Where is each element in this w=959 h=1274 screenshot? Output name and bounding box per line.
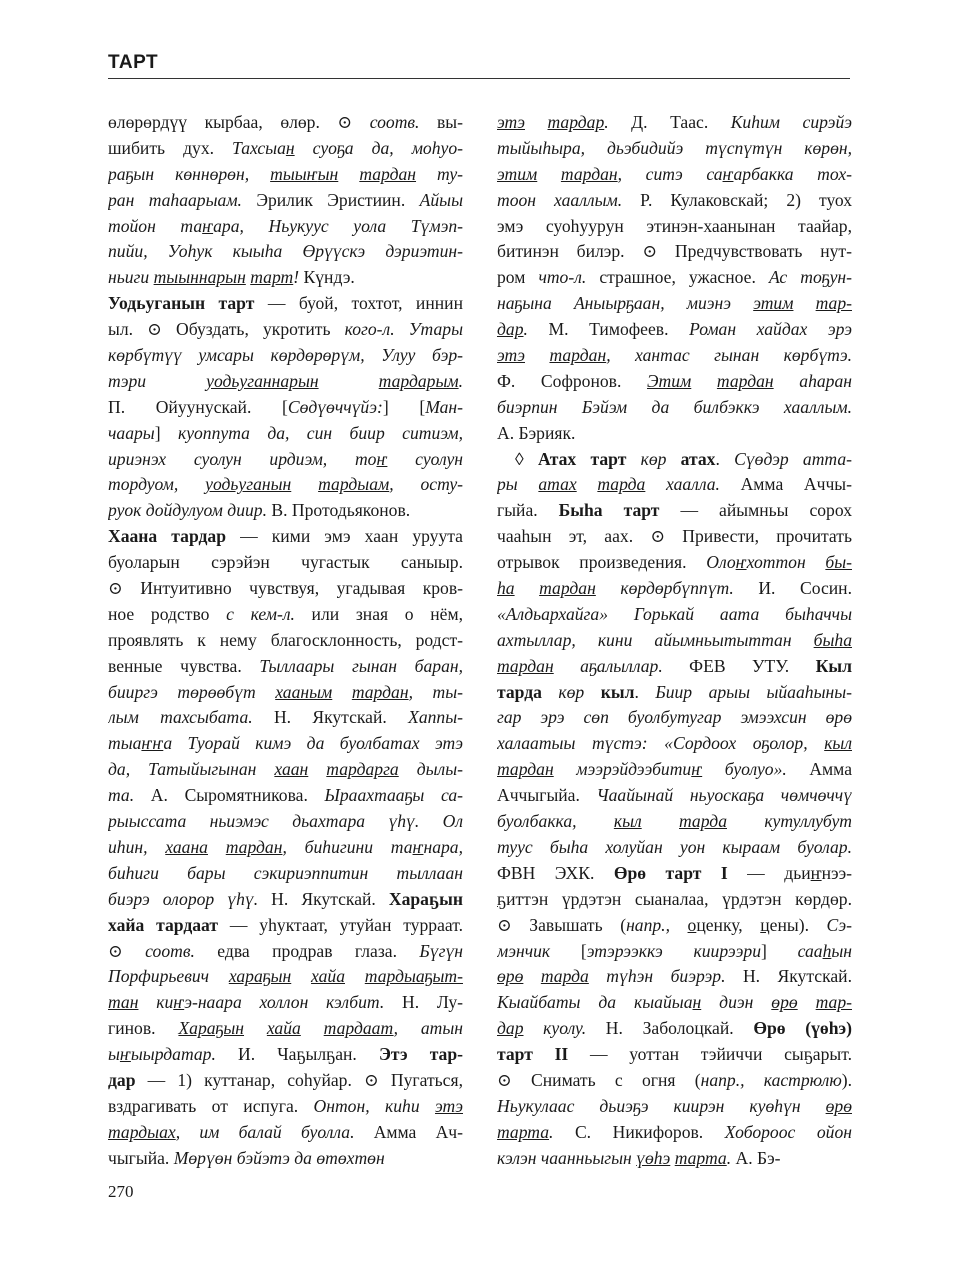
text-line: ФВН ЭХК. Өрө тарт I — дьиҥнээ-: [497, 862, 852, 883]
text-line: П. Ойуунускай. [Сөдүөччүйэ:] [Ман-: [108, 396, 463, 417]
text-line: ыл. ⊙ Обуздать, укротить кого-л. Утары: [108, 319, 463, 340]
text-line: ыҥыырдатар. И. Чаҕылҕан. Этэ тар-: [108, 1044, 463, 1065]
text-line: тойон таҥара, Ньукуус уола Түмэп-: [108, 215, 463, 236]
text-line: ное родство с кем-л. или зная о нём,: [108, 603, 463, 624]
text-line: биэрпин Бэйэм да билбэккэ хааллым.: [497, 396, 852, 417]
text-line: проявлять к нему благосклонность, родст-: [108, 629, 463, 650]
text-line: ром что-л. страшное, ужасное. Ас тоҕун-: [497, 267, 852, 288]
text-line: дар куолу. Н. Заболоцкай. Өрө (үөһэ): [497, 1018, 852, 1039]
text-line: тан киҥэ-наара холлон кэлбит. Н. Лу-: [108, 992, 463, 1013]
text-line: чааһын эт, аах. ⊙ Привести, прочитать: [497, 526, 852, 547]
text-line: венные чувства. Тыллаары гынан баран,: [108, 655, 463, 676]
text-line: ахтыллар, кини айымньытыттан быһа: [497, 629, 852, 650]
text-line: ⊙ Интуитивно чувствуя, угадывая кров-: [108, 578, 463, 599]
text-line: ры атах тарда хаалла. Амма Аччы-: [497, 474, 852, 495]
text-line: чыгыйа. Мөрүөн бэйэтэ да өтөхтөн: [108, 1147, 385, 1168]
text-line: өрө тарда түһэн биэрэр. Н. Якутскай.: [497, 966, 852, 987]
text-line: хайа тардаат — уһуктаат, утуйан турраат.: [108, 914, 463, 935]
header-title: ТАРТ: [108, 52, 159, 73]
text-line: эмэ суоһуурун этинэн-хаанынан таайар,: [497, 215, 852, 236]
text-line: этэ тардар. Д. Таас. Киһим сирэйэ: [497, 112, 852, 132]
text-line: туус быһа холуйан уон кыраам буолар.: [497, 836, 852, 857]
running-header: [108, 52, 850, 79]
text-line: ҕиттэн үрдэтэн сыаналаа, үрдэтэн көрдөр.: [497, 888, 852, 909]
text-line: тарта. С. Никифоров. Хобороос ойон: [497, 1121, 852, 1142]
text-line: ⊙ соотв. едва продрав глаза. Бүгүн: [108, 940, 463, 961]
text-line: тоон хааллым. Ρ. Кулаковскай; 2) туох: [497, 189, 852, 210]
text-line: ран таһаарыам. Эрилик Эристиин. Айыы: [108, 189, 463, 210]
text-line: ⊙ Снимать с огня (напр., кастрюлю).: [497, 1069, 852, 1090]
text-line: тыаҥҥа Туорай кимэ да буолбатах этэ: [108, 733, 463, 754]
text-line: Уодьуганын тарт — буой, тохтот, иннин: [108, 293, 463, 314]
text-line: да, Татыйыгынан хаан тардарга дылы-: [108, 759, 463, 780]
text-line: биэрэ олорор үһү. Н. Якутскай. Хараҕын: [108, 888, 463, 909]
text-line: буолбакка, кыл тарда кутуллубут: [497, 811, 852, 832]
text-line: мэнчик [этэрээккэ киирээри] сааһын: [497, 940, 852, 961]
text-line: кэлэн чаанньыгын үөһэ тарта. А. Бэ-: [497, 1147, 781, 1168]
text-line: буоларын сэрэйэн чугастык саныыр.: [108, 552, 463, 573]
text-line: дар. М. Тимофеев. Роман хайдах эрэ: [497, 319, 852, 340]
text-line: Аччыгыйа. Чаайынай ньуоскаҕа чөмчөччү: [497, 785, 852, 806]
text-line: ньиги тыыннарын тарт! Күндэ.: [108, 267, 355, 288]
text-line: бииргэ төрөөбүт хааным тардан, ты-: [108, 681, 463, 702]
text-line: «Алдьархайга» Горькай аата быһаччы: [497, 603, 852, 624]
text-line: пийи, Уоһук кыыһа Өрүүскэ дэриэтин-: [108, 241, 463, 262]
text-line: тарт II — уоттан тэйиччи сыҕарыт.: [497, 1044, 852, 1065]
text-line: биһиги бары сэкириэппитин тыллаан: [108, 862, 463, 883]
text-line: өлөрөрдүү кырбаа, өлөр. ⊙ соотв. вы-: [108, 112, 463, 132]
text-line: тардыах, им балай буолла. Амма Ач-: [108, 1121, 463, 1142]
text-line: раҕын көннөрөн, тыыҥын тардан ту-: [108, 163, 463, 184]
text-line: Ф. Софронов. Этим тардан аһаран: [497, 370, 852, 391]
text-line: руок дойдулуом диир. В. Протодьяконов.: [108, 500, 411, 521]
text-line: гар эрэ сөп буолбутугар эмээхсин өрө: [497, 707, 852, 728]
text-line: ◊ Атах тарт көр атах. Сүөдэр атта-: [515, 448, 852, 469]
text-line: Хаана тардар — кими эмэ хаан уруута: [108, 526, 463, 547]
text-line: тардан мээрэйдээбитиҥ буолуо». Амма: [497, 759, 852, 780]
text-line: дар — 1) куттанар, соһуйар. ⊙ Пугаться,: [108, 1069, 463, 1090]
text-line: лым тахсыбата. Н. Якутскай. Хаппы-: [108, 707, 463, 728]
text-line: Кыайбаты да кыайыан диэн өрө тар-: [497, 992, 852, 1013]
text-line: гыйа. Быһа тарт — айымньы сорох: [497, 500, 852, 521]
text-line: битинэн билэр. ⊙ Предчувствовать нут-: [497, 241, 852, 262]
text-line: тыйыһыра, дьэбидийэ түспүтүн көрөн,: [497, 137, 852, 158]
text-line: А. Бэрияк.: [497, 422, 576, 443]
text-line: тордуом, уодьуганын тардыам, осту-: [108, 474, 463, 495]
text-line: һа тардан көрдөрбүппүт. И. Сосин.: [497, 578, 852, 599]
text-line: тардан аҕалыллар. ФЕВ УТУ. Кыл: [497, 655, 852, 676]
text-line: чаары] куоппута да, син биир ситиэм,: [108, 422, 463, 443]
text-line: иһин, хаана тардан, биһигини таҥнара,: [108, 836, 463, 857]
text-line: наҕына Аныырҕаан, миэнэ этим тар-: [497, 293, 852, 314]
text-line: тарда көр кыл. Биир арыы ыйааһыны-: [497, 681, 852, 702]
text-line: Ньукулаас дьиэҕэ киирэн куөһүн өрө: [497, 1095, 852, 1116]
text-line: көрбүтүү умсары көрдөрөрүм, Улуу бэр-: [108, 345, 463, 366]
text-line: вздрагивать от испуга. Онтон, киһи этэ: [108, 1095, 463, 1116]
text-line: этим тардан, ситэ саҥарбакка тох-: [497, 163, 852, 184]
right-column: [497, 110, 852, 1172]
text-line: этэ тардан, хантас гынан көрбүтэ.: [497, 345, 852, 366]
page-number: 270: [108, 1182, 134, 1201]
text-line: отрывок произведения. Олоҥхоттон бы-: [497, 552, 852, 573]
text-line: халаатыы түстэ: «Сордоох оҕолор, кыл: [497, 733, 852, 754]
text-line: шибить дух. Тахсыан суоҕа да, моһуо-: [108, 137, 463, 158]
text-line: рыыссата ньиэмэс дьахтара үһү. Ол: [108, 811, 463, 832]
left-column: [108, 110, 463, 1172]
text-line: та. А. Сыромятникова. Ыраахтааҕы са-: [108, 785, 463, 806]
text-line: ⊙ Завышать (напр., оценку, цены). Сэ-: [497, 914, 852, 935]
text-line: тэри уодьуганнарын тардарым.: [108, 370, 463, 391]
text-line: Порфирьевич хараҕын хайа тардыаҕыт-: [108, 966, 463, 987]
text-line: гинов. Хараҕын хайа тардаат, атын: [108, 1018, 463, 1039]
text-line: ириэнэх суолун ирдиэм, тоҥ суолун: [108, 448, 463, 469]
